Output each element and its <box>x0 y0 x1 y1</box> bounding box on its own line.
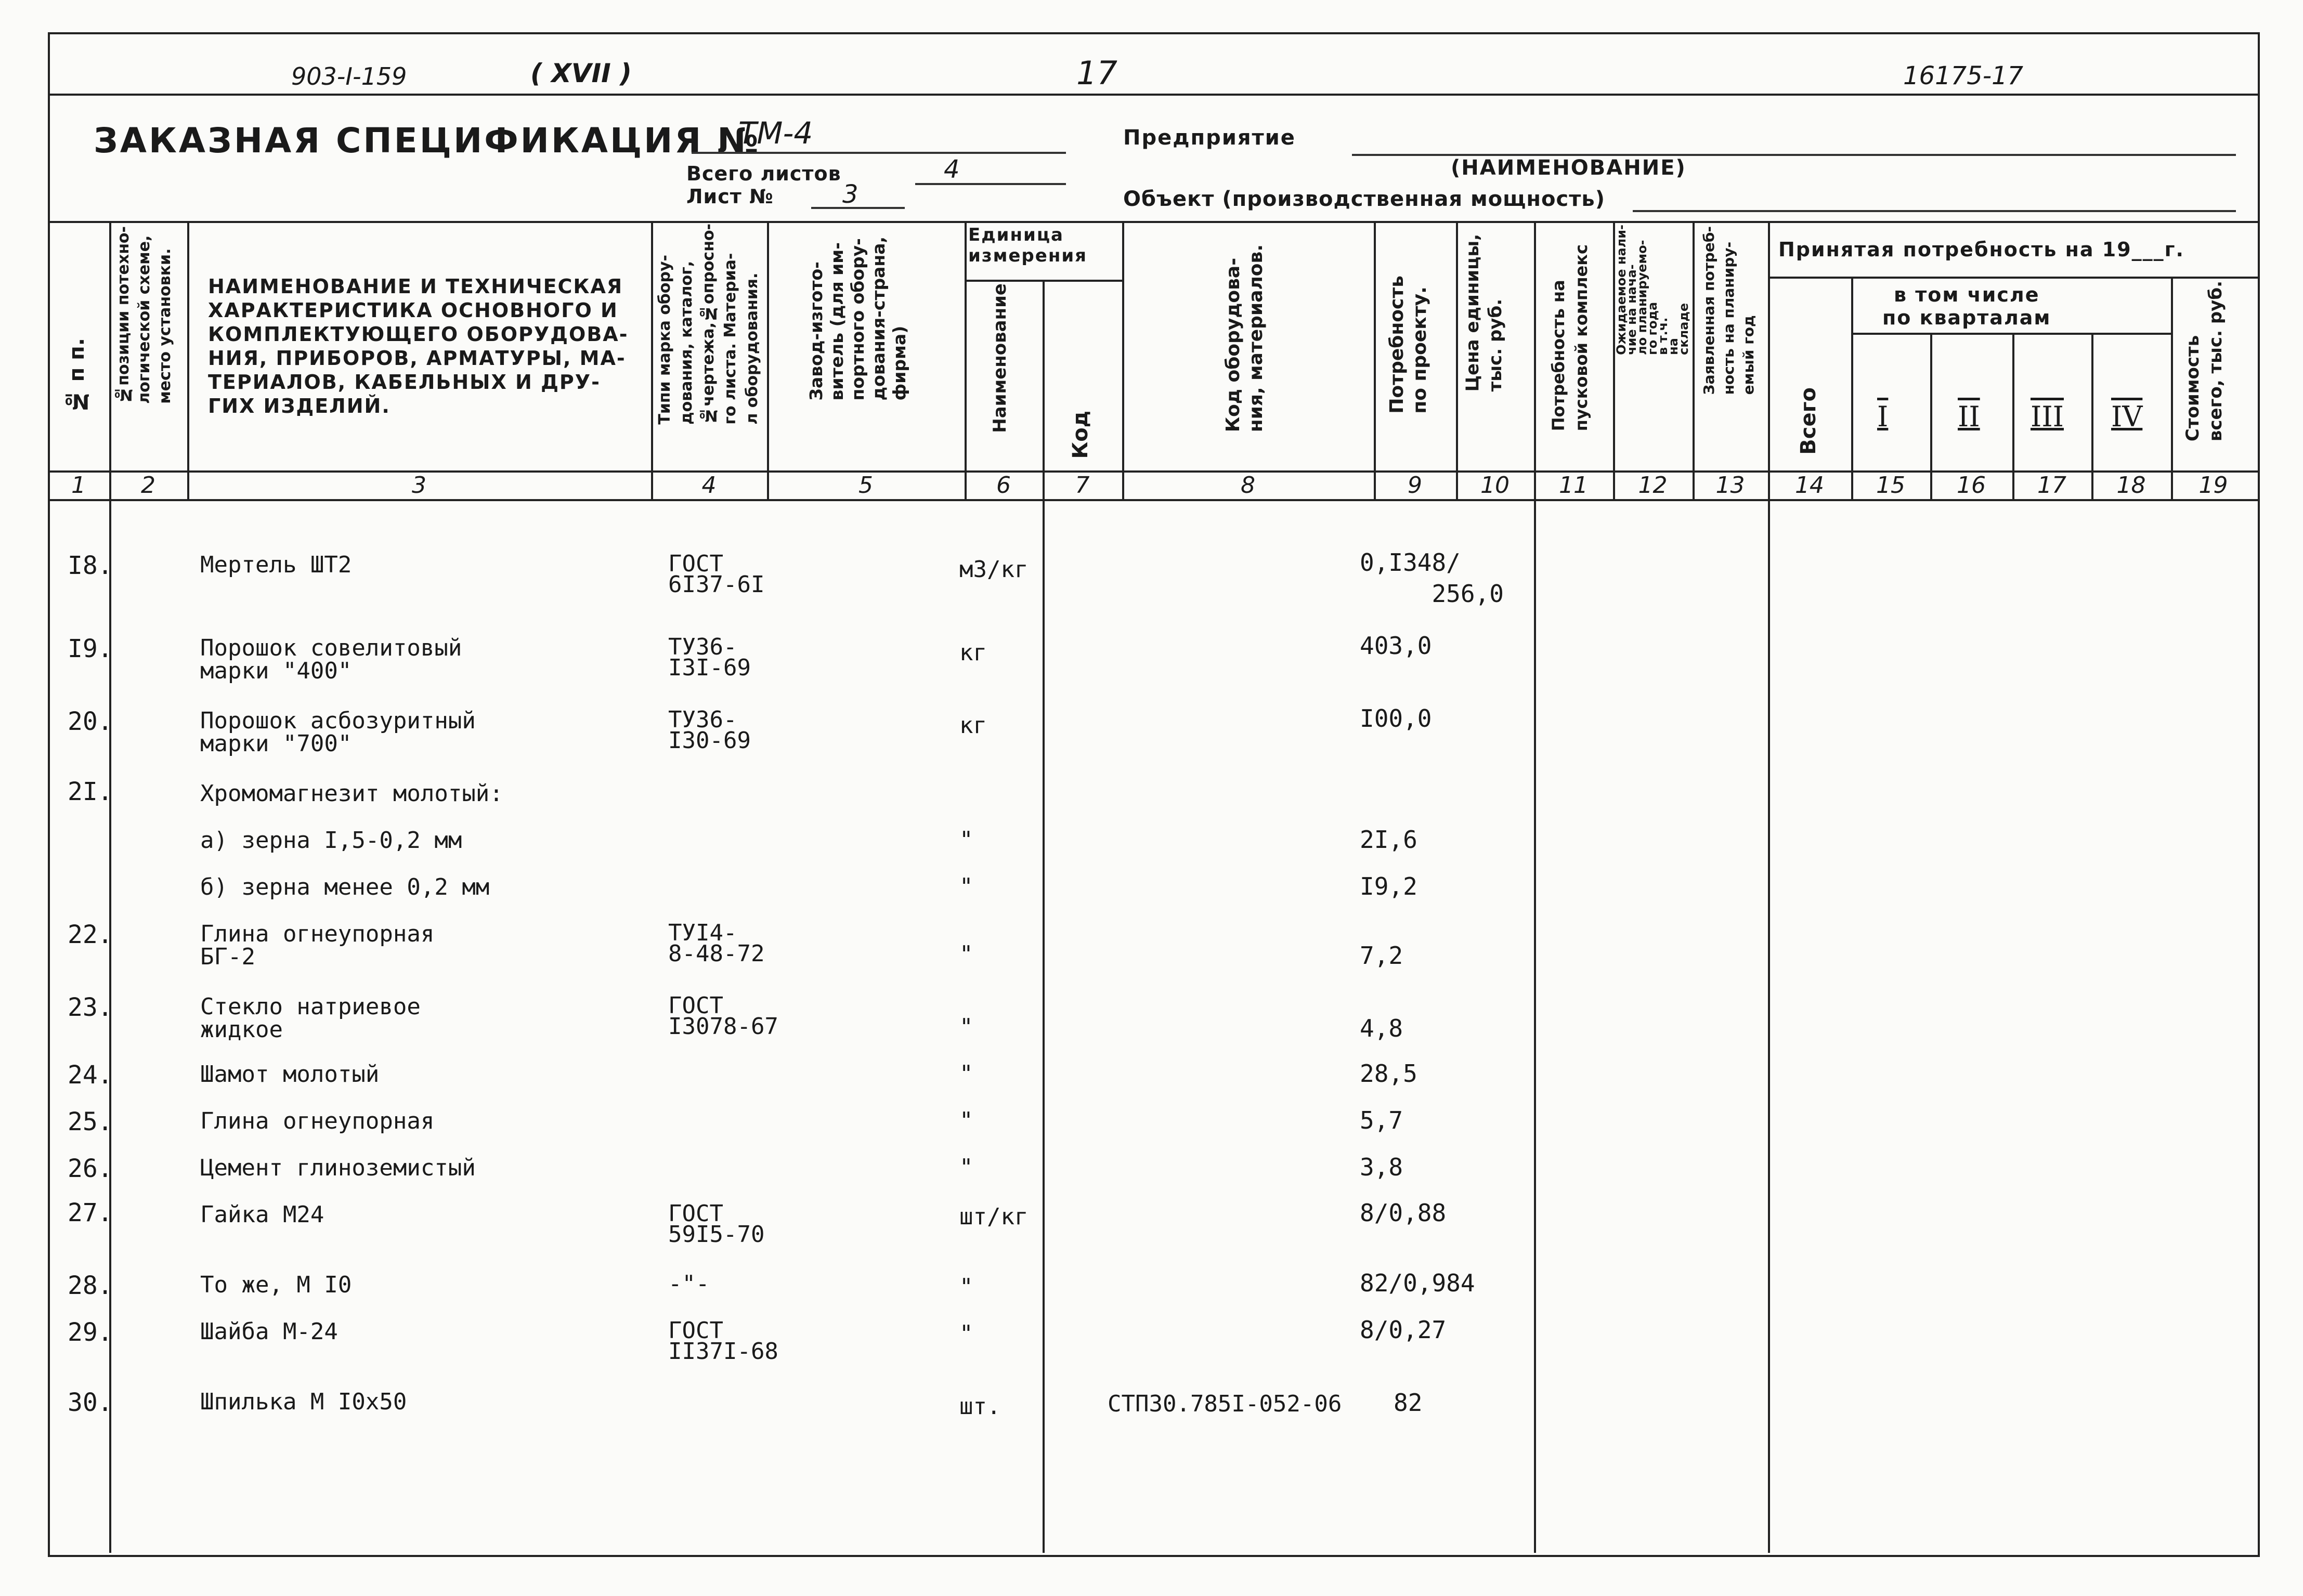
header-bottom <box>48 499 2258 501</box>
row-name: Шайба М-24 <box>200 1318 338 1345</box>
row-name: б) зерна менее 0,2 мм <box>200 874 490 900</box>
row-name: Шпилька М I0x50 <box>200 1389 407 1415</box>
row-number: I8. <box>68 551 113 580</box>
row-name: Цемент глиноземистый <box>200 1155 476 1181</box>
header-col-4: Типи марка обору- дования, каталог, №чертежа,№опросно- го листа. Материа- л оборудования. <box>656 224 761 425</box>
row-number: 23. <box>68 993 113 1022</box>
col-line-5 <box>965 221 967 499</box>
row-quantity: 2I,6 <box>1360 826 1417 854</box>
header-top <box>48 221 2258 223</box>
colnum-6: 6 <box>996 472 1011 499</box>
header-col-6: Наименование <box>990 283 1010 433</box>
total-sheets-value: 4 <box>944 155 960 184</box>
colnum-14: 14 <box>1795 472 1824 499</box>
row-quantity: I00,0 <box>1360 704 1432 732</box>
spec-title: ЗАКАЗНАЯ СПЕЦИФИКАЦИЯ № <box>94 121 761 161</box>
col-line-3 <box>651 221 653 499</box>
col-line-18 <box>2171 278 2173 499</box>
object-label: Объект (производственная мощность) <box>1123 187 1605 211</box>
row-quantity: 5,7 <box>1360 1106 1403 1134</box>
header-col-8: Код оборудова- ния, материалов. <box>1222 244 1267 433</box>
colnum-15: 15 <box>1876 472 1905 499</box>
row-name: Мертель ШТ2 <box>200 552 352 578</box>
header-unit-group: Единица измерения <box>968 225 1087 266</box>
header-quarters-group: в том числе по кварталам <box>1882 283 2051 329</box>
row-quantity: 403,0 <box>1360 632 1432 660</box>
row-unit: " <box>959 941 973 967</box>
col-line-1 <box>109 221 111 1553</box>
accepted-line <box>1768 277 2258 279</box>
row-unit: м3/кг <box>959 556 1029 583</box>
header-col-18: IV <box>2111 400 2143 433</box>
row-unit: " <box>959 1107 973 1134</box>
row-name: Порошок асбозуритный марки "700" <box>200 708 476 757</box>
row-unit: " <box>959 1014 973 1040</box>
row-name: То же, М I0 <box>200 1272 352 1298</box>
header-col-14: Всего <box>1797 387 1820 455</box>
col-line-4 <box>767 221 769 499</box>
row-number: 2I. <box>68 777 113 806</box>
row-type: -"- <box>668 1271 710 1297</box>
total-sheets-label: Всего листов <box>686 162 841 185</box>
colnum-13: 13 <box>1715 472 1745 499</box>
header-col-n: № п п. <box>65 338 89 413</box>
row-type: ГОСТ I3078-67 <box>668 992 778 1040</box>
col-line-9 <box>1456 221 1458 499</box>
unit-group-line <box>965 280 1122 282</box>
colnum-19: 19 <box>2198 472 2228 499</box>
colnum-1: 1 <box>71 472 86 499</box>
row-unit: " <box>959 873 973 900</box>
row-unit: " <box>959 1061 973 1087</box>
row-number: I9. <box>68 634 113 663</box>
colnum-9: 9 <box>1408 472 1422 499</box>
header-col-3: НАИМЕНОВАНИЕ И ТЕХНИЧЕСКАЯ ХАРАКТЕРИСТИКА ОСНОВНОГО И КОМПЛЕКТУЮЩЕГО ОБОРУДОВА- НИЯ, ПРИБОРОВ, АРМАТУРЫ, МА- ТЕРИАЛОВ, КАБЕЛЬНЫХ И ДРУ- ГИХ ИЗДЕЛИЙ. <box>208 275 629 417</box>
row-unit: кг <box>959 639 987 666</box>
row-number: 24. <box>68 1061 113 1090</box>
header-col-9: Потребность по проекту. <box>1386 276 1430 414</box>
row-unit: шт/кг <box>959 1203 1029 1230</box>
colnum-11: 11 <box>1559 472 1588 499</box>
row-unit: кг <box>959 712 987 739</box>
header-col-17: III <box>2031 400 2064 433</box>
volume-label: ( XVII ) <box>530 58 632 88</box>
row-number: 30. <box>68 1388 113 1417</box>
row-quantity: I9,2 <box>1360 872 1417 900</box>
col-line-14 <box>1851 278 1853 499</box>
sheet-line <box>811 207 905 209</box>
row-type: ГОСТ II37I-68 <box>668 1317 778 1365</box>
header-col-16: II <box>1958 400 1980 433</box>
row-quantity: 4,8 <box>1360 1014 1403 1042</box>
doc-code: 903-I-159 <box>291 62 407 90</box>
row-unit: " <box>959 1320 973 1347</box>
row-number: 22. <box>68 920 113 949</box>
col-line-2 <box>187 221 189 499</box>
enterprise-label: Предприятие <box>1123 126 1296 150</box>
header-col-13: Заявленная потреб- ность на планиру- емый год <box>1700 226 1757 395</box>
colnum-4: 4 <box>701 472 717 499</box>
header-col-11: Потребность на пусковой комплекс <box>1549 244 1591 431</box>
row-name: Хромомагнезит молотый: <box>200 780 503 807</box>
row-quantity: 28,5 <box>1360 1059 1417 1088</box>
row-unit: шт. <box>959 1393 1001 1420</box>
col-line-8 <box>1374 221 1376 499</box>
col-line-10 <box>1534 221 1536 1553</box>
row-quantity: 8/0,88 <box>1360 1199 1447 1227</box>
row-type: ГОСТ 59I5-70 <box>668 1200 765 1248</box>
row-unit: " <box>959 1154 973 1181</box>
row-code: СТП30.785I-052-06 <box>1108 1391 1342 1417</box>
row-quantity: 82/0,984 <box>1360 1269 1475 1297</box>
colnum-8: 8 <box>1241 472 1255 499</box>
row-name: Шамот молотый <box>200 1061 380 1088</box>
top-rule <box>48 94 2258 96</box>
row-name: Порошок совелитовый марки "400" <box>200 635 462 684</box>
row-name: Стекло натриевое жидкое <box>200 993 421 1043</box>
row-unit: " <box>959 1274 973 1300</box>
colnum-3: 3 <box>412 472 426 499</box>
header-accepted: Принятая потребность на 19___г. <box>1778 238 2184 261</box>
archive-number: 16175-17 <box>1903 61 2024 90</box>
row-quantity: 82 <box>1394 1389 1423 1417</box>
header-col-19: Стоимость всего, тыс. руб. <box>2182 281 2226 442</box>
header-col-7: Код <box>1069 411 1092 459</box>
total-sheets-line <box>915 183 1066 185</box>
header-col-15: I <box>1877 400 1889 433</box>
row-number: 25. <box>68 1107 113 1136</box>
colnum-5: 5 <box>858 472 873 499</box>
row-quantity: 3,8 <box>1360 1153 1403 1181</box>
row-quantity: 7,2 <box>1360 941 1403 970</box>
quarters-line <box>1851 333 2171 335</box>
row-type: ТУI4- 8-48-72 <box>668 920 765 967</box>
row-number: 26. <box>68 1154 113 1183</box>
row-type: ТУ36- I3I-69 <box>668 634 751 681</box>
header-col-2: №позиции потехно- логической схеме, место установки. <box>114 226 174 404</box>
row-number: 29. <box>68 1318 113 1347</box>
colnum-17: 17 <box>2037 472 2066 499</box>
spec-number: ТМ-4 <box>738 115 813 151</box>
name-label: (НАИМЕНОВАНИЕ) <box>1451 156 1686 180</box>
col-line-7 <box>1122 221 1124 499</box>
row-quantity: 8/0,27 <box>1360 1316 1447 1344</box>
object-line <box>1633 210 2236 212</box>
colnum-18: 18 <box>2116 472 2146 499</box>
header-col-12: Ожидаемое нали- чие на нача- ло планируемо- го года в т.ч. на складе <box>1614 225 1691 355</box>
sheet-value: 3 <box>842 180 858 209</box>
header-col-5: Завод-изгото- витель (для им- портного обору- дования-страна, фирма) <box>806 237 909 401</box>
row-number: 20. <box>68 707 113 736</box>
col-line-13 <box>1768 221 1770 1553</box>
row-number: 28. <box>68 1271 113 1300</box>
page-number: 17 <box>1076 54 1117 92</box>
row-name: Гайка М24 <box>200 1201 324 1228</box>
row-quantity: 0,I348/ 256,0 <box>1360 548 1504 608</box>
row-unit: " <box>959 827 973 853</box>
colnum-7: 7 <box>1075 472 1090 499</box>
row-name: а) зерна I,5-0,2 мм <box>200 827 462 854</box>
row-type: ТУ36- I30-69 <box>668 707 751 754</box>
colnum-12: 12 <box>1638 472 1668 499</box>
row-name: Глина огнеупорная <box>200 1108 435 1134</box>
sheet-label: Лист № <box>686 185 774 208</box>
header-col-10: Цена единицы, тыс. руб. <box>1462 234 1506 392</box>
colnum-2: 2 <box>141 472 155 499</box>
row-number: 27. <box>68 1198 113 1227</box>
row-type: ГОСТ 6I37-6I <box>668 551 765 598</box>
row-name: Глина огнеупорная БГ-2 <box>200 921 435 970</box>
spec-number-line <box>692 152 1066 154</box>
col-line-12 <box>1693 221 1695 499</box>
colnum-10: 10 <box>1480 472 1510 499</box>
colnum-16: 16 <box>1957 472 1986 499</box>
